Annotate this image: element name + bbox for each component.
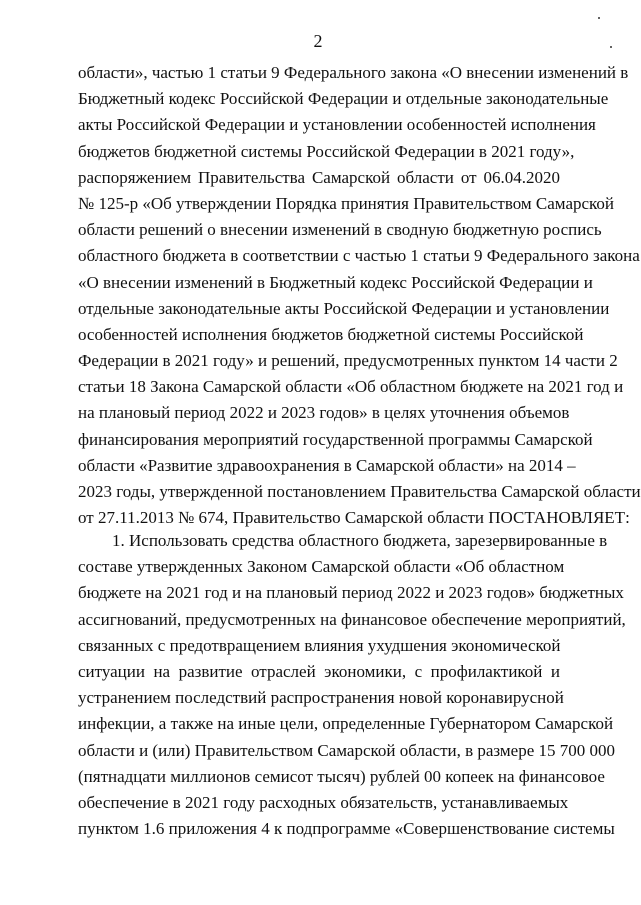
text-line: на плановый период 2022 и 2023 годов» в целях уточнения объемов [78,403,570,423]
text-line: 2023 годы, утвержденной постановлением Правительства Самарской области [78,482,641,501]
paragraph-preamble [78,60,641,531]
text-line: обеспечение в 2021 году расходных обязательств, устанавливаемых [78,792,569,812]
text-line: статьи 18 Закона Самарской области «Об областном бюджете на 2021 год и [78,377,624,397]
text-line: от 27.11.2013 № 674, Правительство Самарской области ПОСТАНОВЛЯЕТ: [78,508,630,528]
text-line: пунктом 1.6 приложения 4 к подпрограмме «Совершенствование системы [78,819,615,839]
text-line: акты Российской Федерации и установлении особенностей исполнения [78,115,596,135]
text-line: № 125-р «Об утверждении Порядка принятия Правительством Самарской [78,193,615,213]
text-line: составе утвержденных Законом Самарской области «Об областном [78,557,565,577]
text-line: областного бюджета в соответствии с частью 1 статьи 9 Федерального закона [78,246,640,266]
text-line: ассигнований, предусмотренных на финансовое обеспечение мероприятий, [78,609,626,629]
text-line: Федерации в 2021 году» и решений, предусмотренных пунктом 14 части 2 [78,351,618,371]
text-line: бюджете на 2021 год и на плановый период 2022 и 2023 годов» бюджетных [78,583,624,603]
text-line: области «Развитие здравоохранения в Самарской области» на 2014 – [78,455,576,475]
text-line: инфекции, а также на иные цели, определенные Губернатором Самарской [78,714,614,734]
text-line: ситуации на развитие отраслей экономики, с профилактикой и [78,661,560,681]
paragraph-item-1 [78,528,626,842]
scan-speck [598,17,600,19]
text-line: бюджетов бюджетной системы Российской Федерации в 2021 году», [78,141,575,161]
text-line: области и (или) Правительством Самарской области, в размере 15 700 000 [78,740,615,760]
text-line: особенностей исполнения бюджетов бюджетной системы Российской [78,324,584,344]
text-line: (пятнадцати миллионов семисот тысяч) рублей 00 копеек на финансовое [78,766,605,786]
text-line: 1. Использовать средства областного бюджета, зарезервированные в [112,531,608,550]
page-number: 2 [313,31,323,51]
text-line: финансирования мероприятий государственной программы Самарской [78,429,593,449]
text-line: области решений о внесении изменений в сводную бюджетную роспись [78,220,602,240]
text-line: Бюджетный кодекс Российской Федерации и отдельные законодательные [78,89,609,109]
text-line: отдельные законодательные акты Российской Федерации и установлении [78,298,610,318]
text-line: области», частью 1 статьи 9 Федерального закона «О внесении изменений в [78,63,629,82]
text-line: устранением последствий распространения новой коронавирусной [78,688,564,708]
text-line: распоряжением Правительства Самарской области от 06.04.2020 [78,167,560,187]
text-line: «О внесении изменений в Бюджетный кодекс Российской Федерации и [78,272,593,292]
text-line: связанных с предотвращением влияния ухудшения экономической [78,635,561,655]
